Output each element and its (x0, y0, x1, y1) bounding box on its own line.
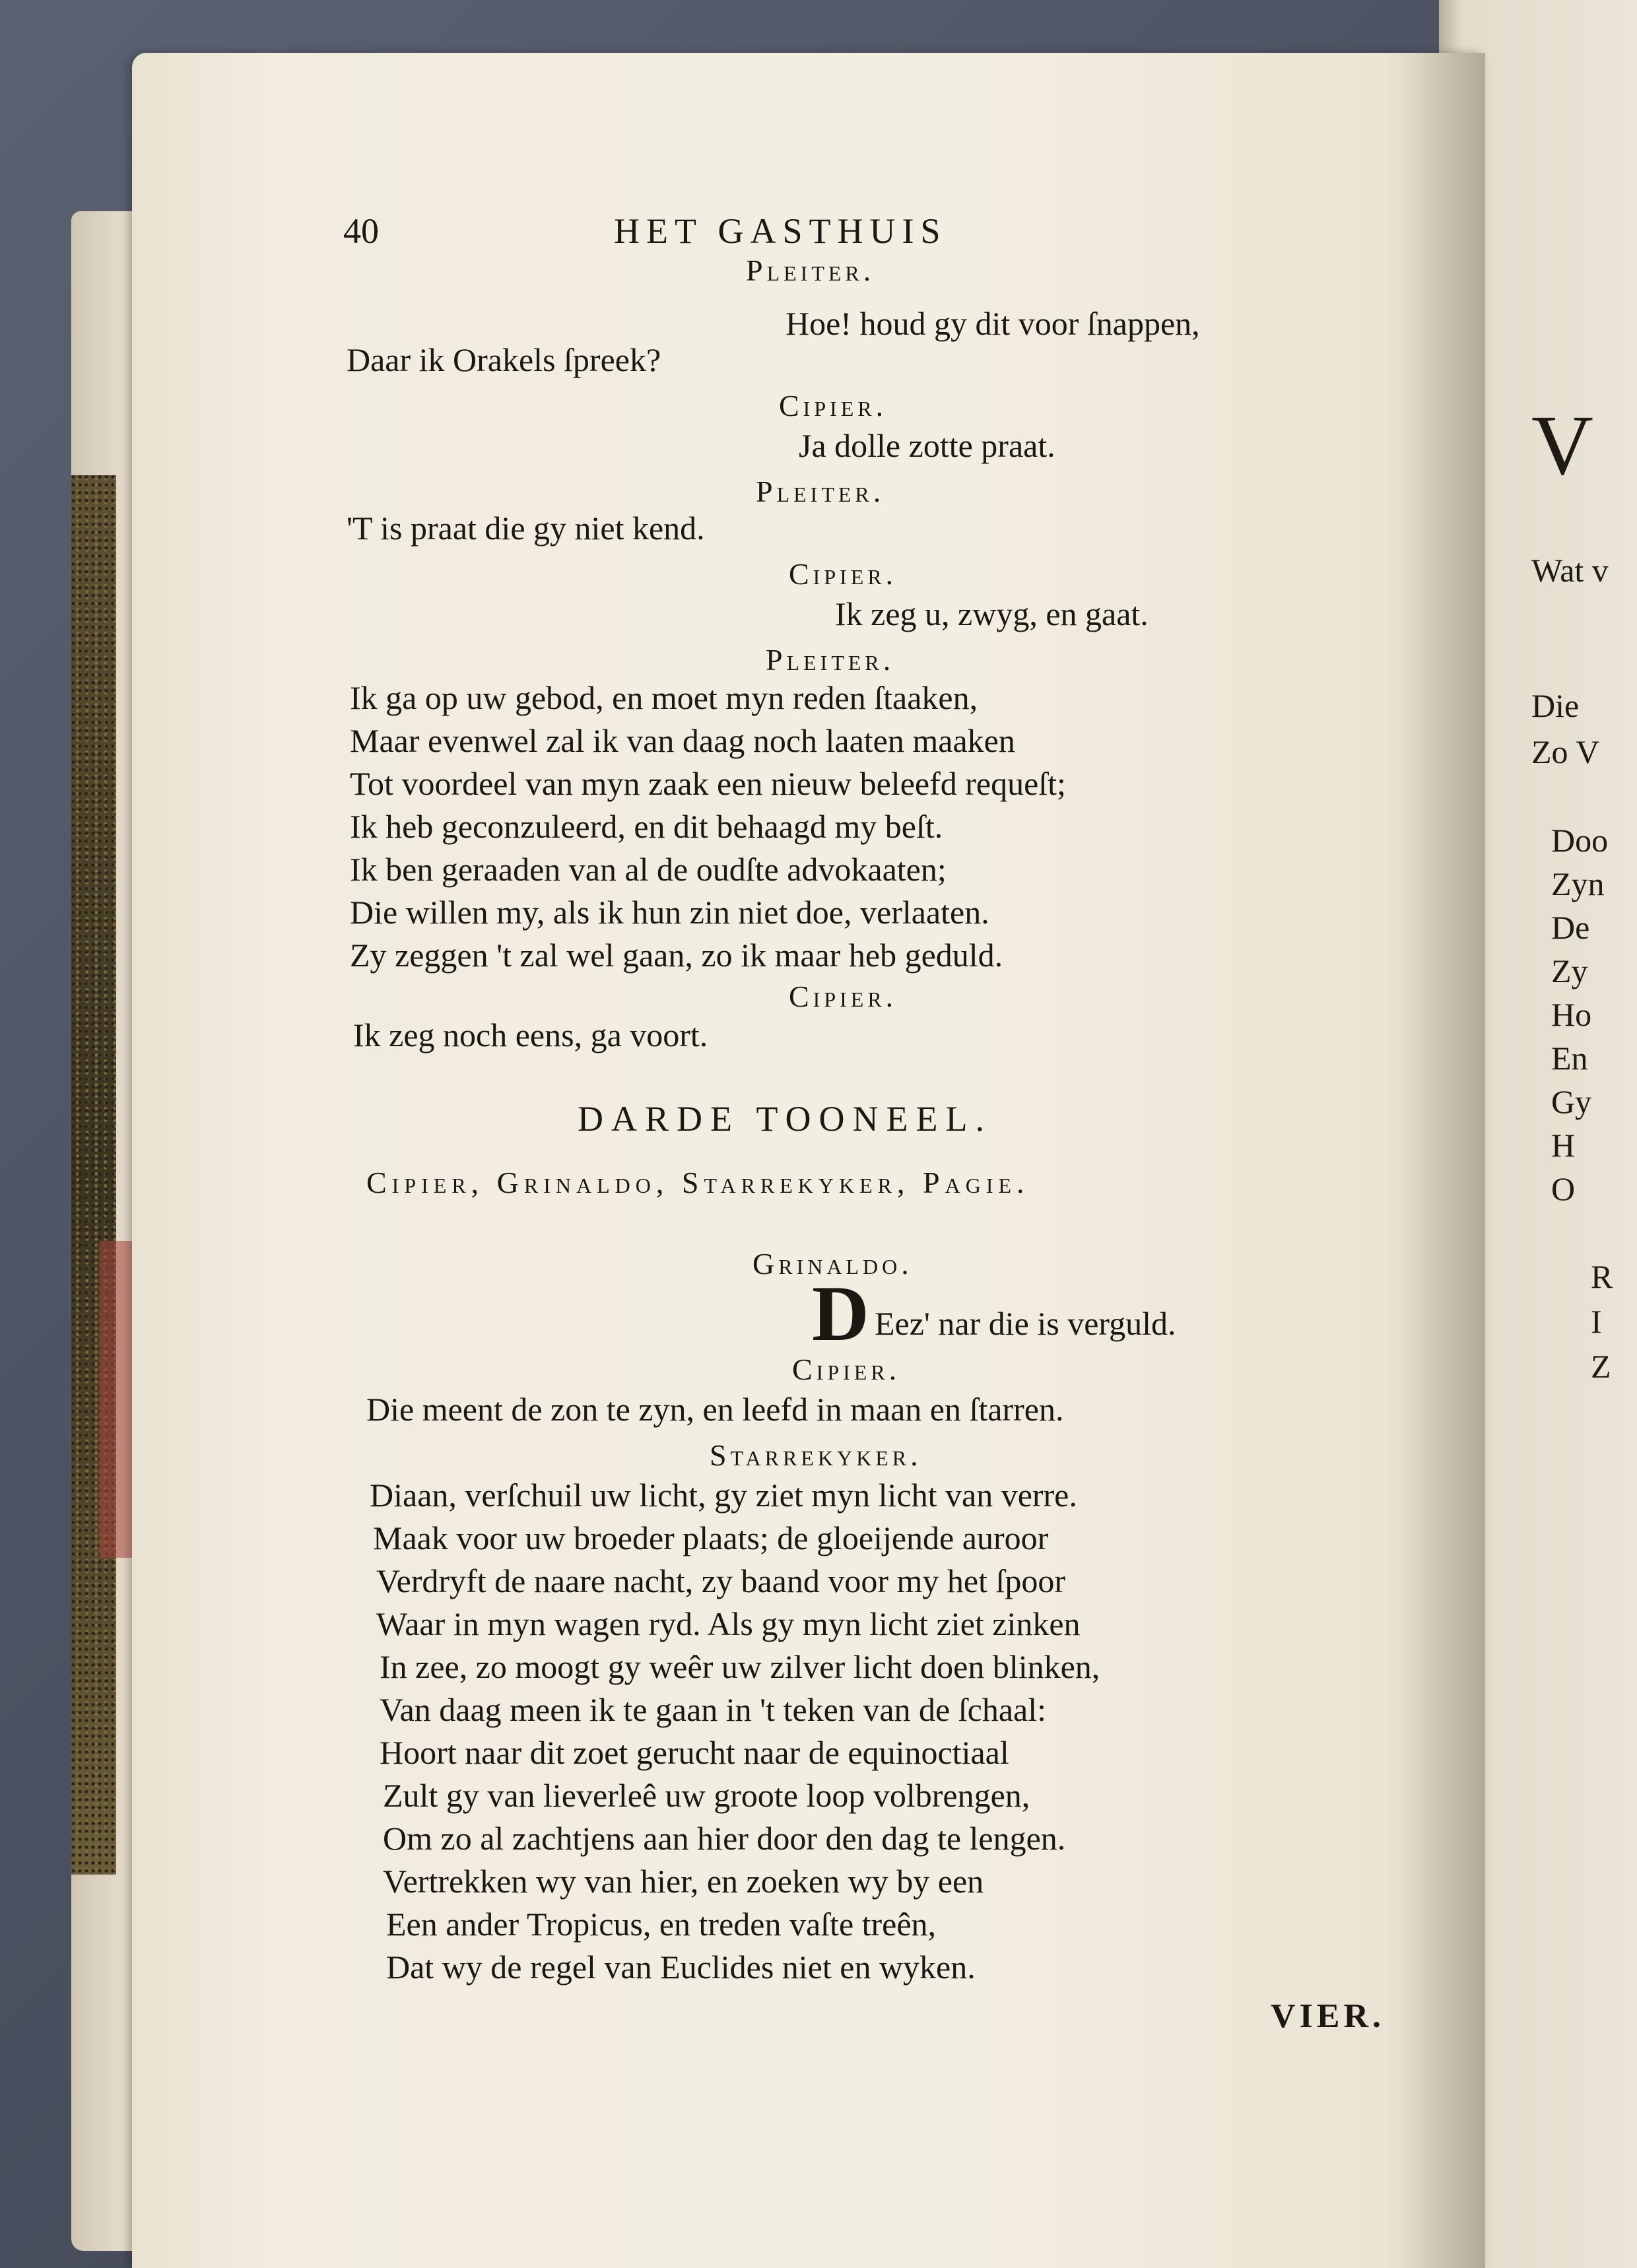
marbled-cover (71, 475, 116, 1875)
speaker-label: Cipier. (789, 557, 898, 591)
scene-heading: DARDE TOONEEL. (578, 1099, 992, 1139)
verse-line: Om zo al zachtjens aan hier door den dag te lengen. (383, 1820, 1066, 1857)
speaker-label: Cipier. (789, 980, 898, 1013)
verse-line: Daar ik Orakels ſpreek? (347, 341, 661, 378)
facing-page-line: Die (1531, 687, 1580, 724)
verse-line: Eez' nar die is verguld. (875, 1305, 1176, 1342)
verse-line: Ik heb geconzuleerd, en dit behaagd my beſt. (350, 808, 943, 845)
verse-line: Dat wy de regel van Euclides niet en wyken. (386, 1949, 976, 1985)
speaker-label: Starrekyker. (710, 1438, 922, 1472)
verse-line: Die meent de zon te zyn, en leefd in maan en ſtarren. (366, 1391, 1064, 1428)
facing-page-column: Doo Zyn De Zy Ho En Gy H O (1551, 822, 1609, 1207)
facing-page-initial: V (1531, 398, 1593, 493)
speaker-label: Grinaldo. (752, 1247, 913, 1281)
verse-line: Diaan, verſchuil uw licht, gy ziet myn licht van verre. (370, 1477, 1077, 1514)
verse-line: Verdryft de naare nacht, zy baand voor my het ſpoor (376, 1562, 1066, 1599)
speaker-label: Pleiter. (756, 475, 885, 508)
cast-list: Cipier, Grinaldo, Starrekyker, Pagie. (366, 1166, 1030, 1199)
speaker-label: Cipier. (792, 1352, 901, 1386)
running-head: HET GASTHUIS (614, 211, 947, 251)
drop-cap: D (812, 1269, 869, 1357)
verse-line: Vertrekken wy van hier, en zoeken wy by een (383, 1863, 984, 1900)
verse-line: 'T is praat die gy niet kend. (347, 510, 705, 547)
speaker-label: Cipier. (779, 389, 888, 422)
verse-line: Maak voor uw broeder plaats; de gloeijende auroor (373, 1519, 1049, 1556)
verse-line: Een ander Tropicus, en treden vaſte treên, (386, 1906, 937, 1943)
verse-line: Ik zeg noch eens, ga voort. (353, 1017, 708, 1053)
verse-line: Hoe! houd gy dit voor ſnappen, (785, 305, 1200, 342)
verse-line: Hoort naar dit zoet gerucht naar de equinoctiaal (380, 1734, 1009, 1771)
speaker-label: Pleiter. (766, 643, 895, 677)
verse-line: Van daag meen ik te gaan in 't teken van de ſchaal: (380, 1691, 1046, 1728)
catchword: VIER. (1271, 1997, 1386, 2035)
facing-page-line: Wat v (1531, 552, 1609, 589)
speaker-label: Pleiter. (746, 253, 875, 287)
facing-page-column: R I Z (1591, 1258, 1613, 1385)
verse-line: Zy zeggen 't zal wel gaan, zo ik maar heb geduld. (350, 937, 1003, 974)
verse-line: Die willen my, als ik hun zin niet doe, verlaaten. (350, 894, 989, 931)
verse-line: Ik zeg u, zwyg, en gaat. (835, 595, 1149, 632)
verse-line: Ik ga op uw gebod, en moet myn reden ſtaaken, (350, 679, 978, 716)
verse-line: Tot voordeel van myn zaak een nieuw beleefd requeſt; (350, 765, 1066, 802)
page-number: 40 (343, 211, 379, 251)
verse-line: Zult gy van lieverleê uw groote loop volbrengen, (383, 1777, 1030, 1814)
verse-line: Maar evenwel zal ik van daag noch laaten maaken (350, 722, 1015, 759)
gutter-shadow (1399, 53, 1485, 2268)
facing-page-line: Zo V (1531, 733, 1600, 770)
verse-line: Waar in myn wagen ryd. Als gy myn licht ziet zinken (376, 1605, 1081, 1642)
verse-line: Ik ben geraaden van al de oudſte advokaaten; (350, 851, 947, 888)
verse-line: Ja dolle zotte praat. (799, 427, 1055, 464)
verse-line: In zee, zo moogt gy weêr uw zilver licht doen blinken, (380, 1648, 1100, 1685)
